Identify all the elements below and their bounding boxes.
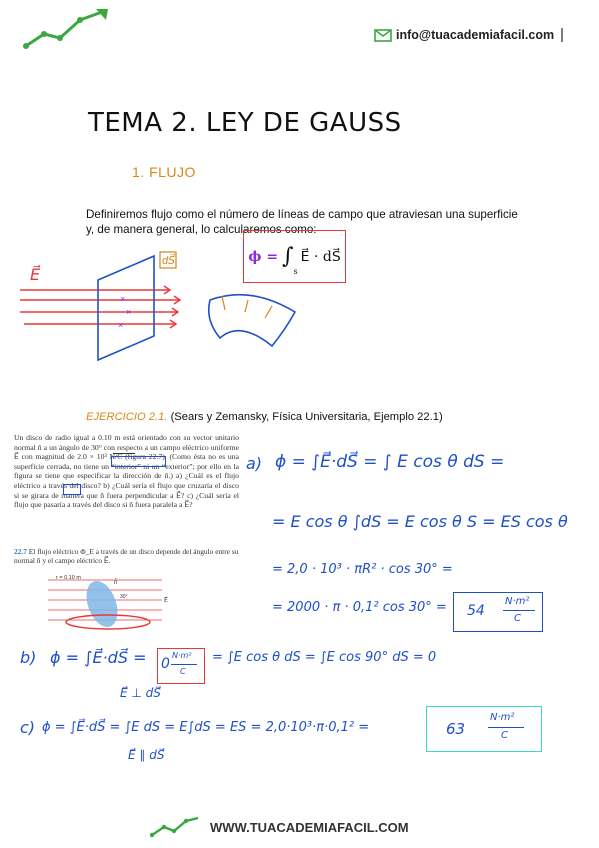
exercise-label: EJERCICIO 2.1. xyxy=(86,411,168,423)
hw-a-line2: = E cos θ ∫dS = E cos θ S = ES cos θ xyxy=(272,512,568,531)
svg-text:×: × xyxy=(126,307,132,317)
normal-arrows xyxy=(222,296,272,318)
book-excerpt: Un disco de radio igual a 0.10 m está orientado con su vector unitario normal n̂ a un ángulo de 30° con respecto a un campo eléctrico uniforme E⃗ con magnitud de 2.0 × 10³ N/C (figura 22.7). (Como ésta no es una superficie cerrada, no tiene un “interior” ni un “exterior”; por ello en la figura se tiene que especificar la dirección de n̂.) a) ¿Cuál es el flujo eléctrico a través del disco? b) ¿Cuál sería el flujo que cruzaría el disco si se girara de manera que n̂ fuera perpendicular a E⃗? c) ¿Cuál sería el flujo que pasaría a través del disco si n̂ fuera paralela a E⃗? xyxy=(14,433,239,510)
hw-c-units-num: N·m² xyxy=(490,712,515,723)
figure-caption-text: El flujo eléctrico Φ_E a través de un disco depende del ángulo entre su normal n̂ y el campo eléctrico E⃗. xyxy=(14,547,239,565)
figure-caption xyxy=(14,547,239,565)
hw-a-line1: ϕ = ∫E⃗·dS⃗ = ∫ E cos θ dS = xyxy=(275,452,505,472)
hw-a-fraction-bar xyxy=(503,610,535,611)
hw-b-box-den: C xyxy=(180,667,186,676)
section-heading: 1. FLUJO xyxy=(132,164,196,180)
field-label-E: E⃗ xyxy=(30,267,41,284)
hw-b-label: b) xyxy=(20,648,37,667)
formula-subscript: s xyxy=(293,267,298,276)
growth-chart-logo xyxy=(22,6,112,52)
page-title: TEMA 2. LEY DE GAUSS xyxy=(88,108,402,138)
svg-text:×: × xyxy=(120,294,126,304)
hw-c-fraction-bar xyxy=(488,727,524,728)
hw-b-condition: E⃗ ⊥ dS⃗ xyxy=(120,686,161,700)
disk-radius-label: r = 0.10 m xyxy=(56,575,81,581)
hw-b-rest: = ∫E cos θ dS = ∫E cos 90° dS = 0 xyxy=(212,650,437,665)
formula-lhs: ϕ = xyxy=(248,248,279,265)
highlight-magnitude xyxy=(111,456,166,467)
hw-c-condition: E⃗ ∥ dS⃗ xyxy=(128,748,165,762)
disk-field-label: E⃗ xyxy=(164,598,168,604)
footer xyxy=(150,815,409,839)
formula-rhs: E⃗ · dS⃗ xyxy=(300,248,341,265)
disk-figure xyxy=(40,572,180,632)
hw-a-result: 54 xyxy=(467,603,485,619)
figure-number: 22.7 xyxy=(14,547,27,556)
area-label-dS: dS⃗ xyxy=(162,255,176,267)
hw-b-fraction-bar xyxy=(171,664,197,665)
hw-a-units-num: N·m² xyxy=(505,596,530,607)
exercise-source: (Sears y Zemansky, Física Universitaria, Ejemplo 22.1) xyxy=(170,411,443,423)
flux-diagram xyxy=(10,240,310,370)
disk-normal-label: n̂ xyxy=(114,580,118,586)
email-text: info@tuacademiafacil.com xyxy=(396,28,555,42)
hw-a-line3: = 2,0 · 10³ · πR² · cos 30° = xyxy=(272,562,453,577)
mail-icon xyxy=(374,29,392,42)
hw-a-units-den: C xyxy=(514,613,521,624)
hw-b-line: ϕ = ∫E⃗·dS⃗ = xyxy=(50,648,147,667)
hw-a-line4: = 2000 · π · 0,1² cos 30° = xyxy=(272,600,447,615)
formula-integral: ∫ xyxy=(282,244,294,269)
hw-b-box-value: 0 xyxy=(161,656,170,672)
disk-angle-label: 30° xyxy=(120,594,128,600)
svg-text:×: × xyxy=(118,320,124,330)
field-lines xyxy=(20,286,180,328)
footer-url[interactable]: WWW.TUACADEMIAFACIL.COM xyxy=(210,819,409,835)
hw-c-line: ϕ = ∫E⃗·dS⃗ = ∫E dS = E∫dS = ES = 2,0·10³·π·0,1² = xyxy=(42,720,370,735)
hw-c-units-den: C xyxy=(501,730,508,741)
hw-c-label: c) xyxy=(20,718,36,737)
footer-logo-icon xyxy=(150,815,202,839)
exercise-heading xyxy=(86,411,443,423)
header-divider xyxy=(561,28,563,42)
hw-b-box-num: N·m² xyxy=(172,651,192,660)
highlight-flujo xyxy=(63,484,81,495)
hw-c-result: 63 xyxy=(446,720,466,738)
hw-c-result-box xyxy=(426,706,542,752)
highlight-30deg xyxy=(113,443,135,454)
intro-paragraph: Definiremos flujo como el número de líneas de campo que atraviesan una superficie y, de manera general, lo calcularemos como: xyxy=(86,208,518,236)
hw-a-label: a) xyxy=(246,454,263,473)
header-email[interactable] xyxy=(374,28,563,42)
curved-surface xyxy=(209,295,295,346)
